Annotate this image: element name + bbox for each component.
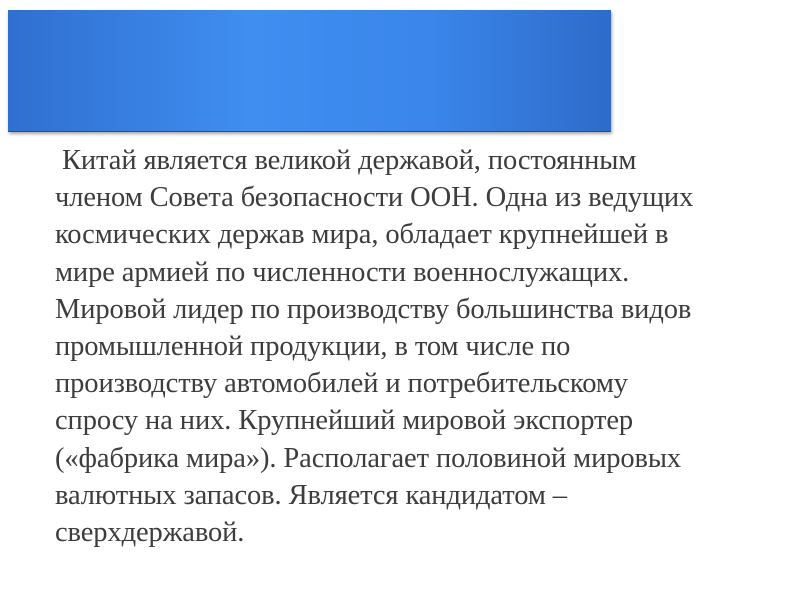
paragraph-line: космических держав мира, обладает крупнейшей в [55, 219, 669, 251]
paragraph-line: («фабрика мира»). Располагает половиной мировых [55, 442, 682, 474]
paragraph-line: производству автомобилей и потребительскому [55, 368, 628, 400]
paragraph-line: мире армией по численности военнослужащих. [55, 256, 630, 288]
paragraph-line: членом Совета безопасности ООН. Одна из ведущих [55, 182, 694, 214]
paragraph-line: Мировой лидер по производству большинства видов [55, 293, 692, 325]
paragraph-line: сверхдержавой. [55, 517, 245, 549]
paragraph-line: спросу на них. Крупнейший мировой экспортер [55, 405, 634, 437]
paragraph-line: промышленной продукции, в том числе по [55, 331, 571, 363]
paragraph-line: валютных запасов. Является кандидатом – [55, 479, 567, 511]
paragraph-line: Китай является великой державой, постоянным [62, 145, 637, 176]
title-bar [8, 10, 611, 132]
body-paragraph [55, 142, 785, 551]
